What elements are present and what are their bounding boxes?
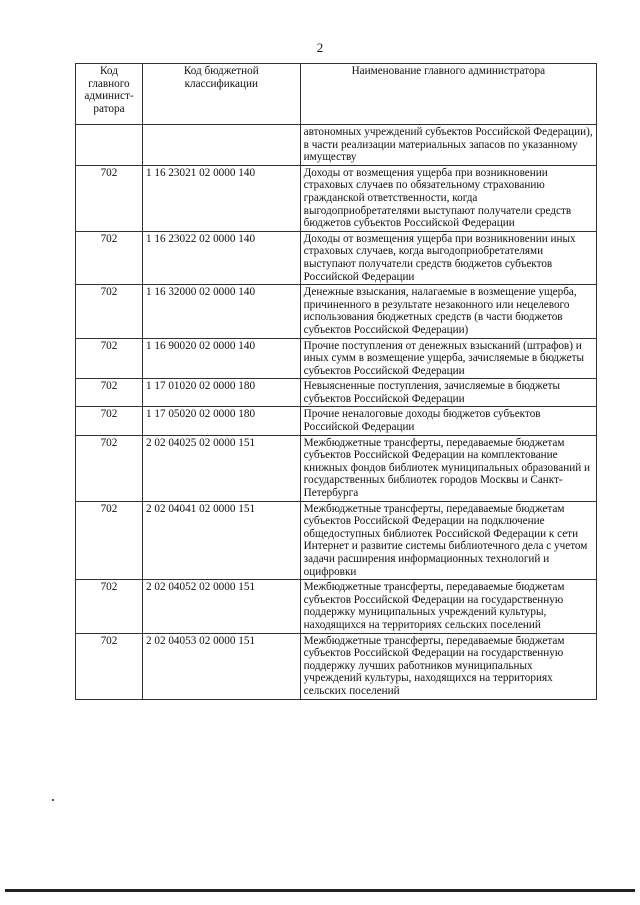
admin-code-cell: 702 [76, 580, 143, 633]
admin-name-cell: Невыясненные поступления, зачисляемые в бюджеты субъектов Российской Федерации [300, 379, 596, 407]
admin-name-cell: Межбюджетные трансферты, передаваемые бюджетам субъектов Российской Федерации на подключение общедоступных библиотек Российской Федерации к сети Интернет и развитие системы библиотечного дела с учетом задачи расширения информационных технологий и оцифровки [300, 501, 596, 580]
page-number: 2 [316, 40, 324, 55]
admin-code-cell: 702 [76, 285, 143, 338]
table-row [76, 435, 597, 501]
table-header-row [76, 64, 597, 125]
admin-code-cell: 702 [76, 338, 143, 379]
table-row [76, 231, 597, 284]
table-row [76, 633, 597, 699]
header-budget-code: Код бюджетной классификации [142, 64, 300, 125]
budget-code-cell: 2 02 04053 02 0000 151 [142, 633, 300, 699]
admin-code-cell: 702 [76, 435, 143, 501]
budget-code-cell: 1 16 23022 02 0000 140 [142, 231, 300, 284]
admin-name-cell: Межбюджетные трансферты, передаваемые бюджетам субъектов Российской Федерации на государственную поддержку лучших работников муниципальных учреждений культуры, находящихся на территориях сельских поселений [300, 633, 596, 699]
admin-code-cell: 702 [76, 379, 143, 407]
margin-speck [52, 799, 54, 801]
admin-code-cell: 702 [76, 633, 143, 699]
table-row [76, 379, 597, 407]
budget-code-cell: 1 17 05020 02 0000 180 [142, 407, 300, 435]
budget-code-cell: 2 02 04025 02 0000 151 [142, 435, 300, 501]
bottom-rule [5, 889, 635, 892]
admin-code-cell: 702 [76, 407, 143, 435]
admin-code-cell: 702 [76, 165, 143, 231]
budget-classification-table [75, 63, 597, 700]
budget-code-cell: 2 02 04041 02 0000 151 [142, 501, 300, 580]
table-row [76, 165, 597, 231]
admin-name-cell: Прочие поступления от денежных взысканий (штрафов) и иных сумм в возмещение ущерба, зачисляемые в бюджеты субъектов Российской Федерации [300, 338, 596, 379]
budget-code-cell: 1 16 90020 02 0000 140 [142, 338, 300, 379]
budget-code-cell: 1 16 32000 02 0000 140 [142, 285, 300, 338]
admin-name-cell: Прочие неналоговые доходы бюджетов субъектов Российской Федерации [300, 407, 596, 435]
admin-code-cell: 702 [76, 231, 143, 284]
table-row [76, 338, 597, 379]
admin-code-cell [76, 125, 143, 166]
budget-code-cell: 1 16 23021 02 0000 140 [142, 165, 300, 231]
table-row [76, 580, 597, 633]
table-row [76, 285, 597, 338]
admin-code-cell: 702 [76, 501, 143, 580]
admin-name-cell: автономных учреждений субъектов Российской Федерации), в части реализации материальных запасов по указанному имуществу [300, 125, 596, 166]
table-row [76, 501, 597, 580]
table-row [76, 407, 597, 435]
header-admin-code: Код главного админист-ратора [76, 64, 143, 125]
admin-name-cell: Межбюджетные трансферты, передаваемые бюджетам субъектов Российской Федерации на комплектование книжных фондов библиотек муниципальных образований и государственных библиотек городов Москвы и Санкт-Петербурга [300, 435, 596, 501]
budget-code-cell [142, 125, 300, 166]
admin-name-cell: Межбюджетные трансферты, передаваемые бюджетам субъектов Российской Федерации на государственную поддержку муниципальных учреждений культуры, находящихся на территориях сельских поселений [300, 580, 596, 633]
budget-code-cell: 1 17 01020 02 0000 180 [142, 379, 300, 407]
header-admin-name: Наименование главного администратора [300, 64, 596, 125]
admin-name-cell: Доходы от возмещения ущерба при возникновении иных страховых случаев, когда выгодоприобретателями выступают получатели средств бюджетов субъектов Российской Федерации [300, 231, 596, 284]
admin-name-cell: Доходы от возмещения ущерба при возникновении страховых случаев по обязательному страхованию гражданской ответственности, когда выгодоприобретателями выступают получатели средств бюджетов субъектов Российской Федерации [300, 165, 596, 231]
admin-name-cell: Денежные взыскания, налагаемые в возмещение ущерба, причиненного в результате незаконного или нецелевого использования бюджетных средств (в части бюджетов субъектов Российской Федерации) [300, 285, 596, 338]
budget-code-cell: 2 02 04052 02 0000 151 [142, 580, 300, 633]
table-row [76, 125, 597, 166]
